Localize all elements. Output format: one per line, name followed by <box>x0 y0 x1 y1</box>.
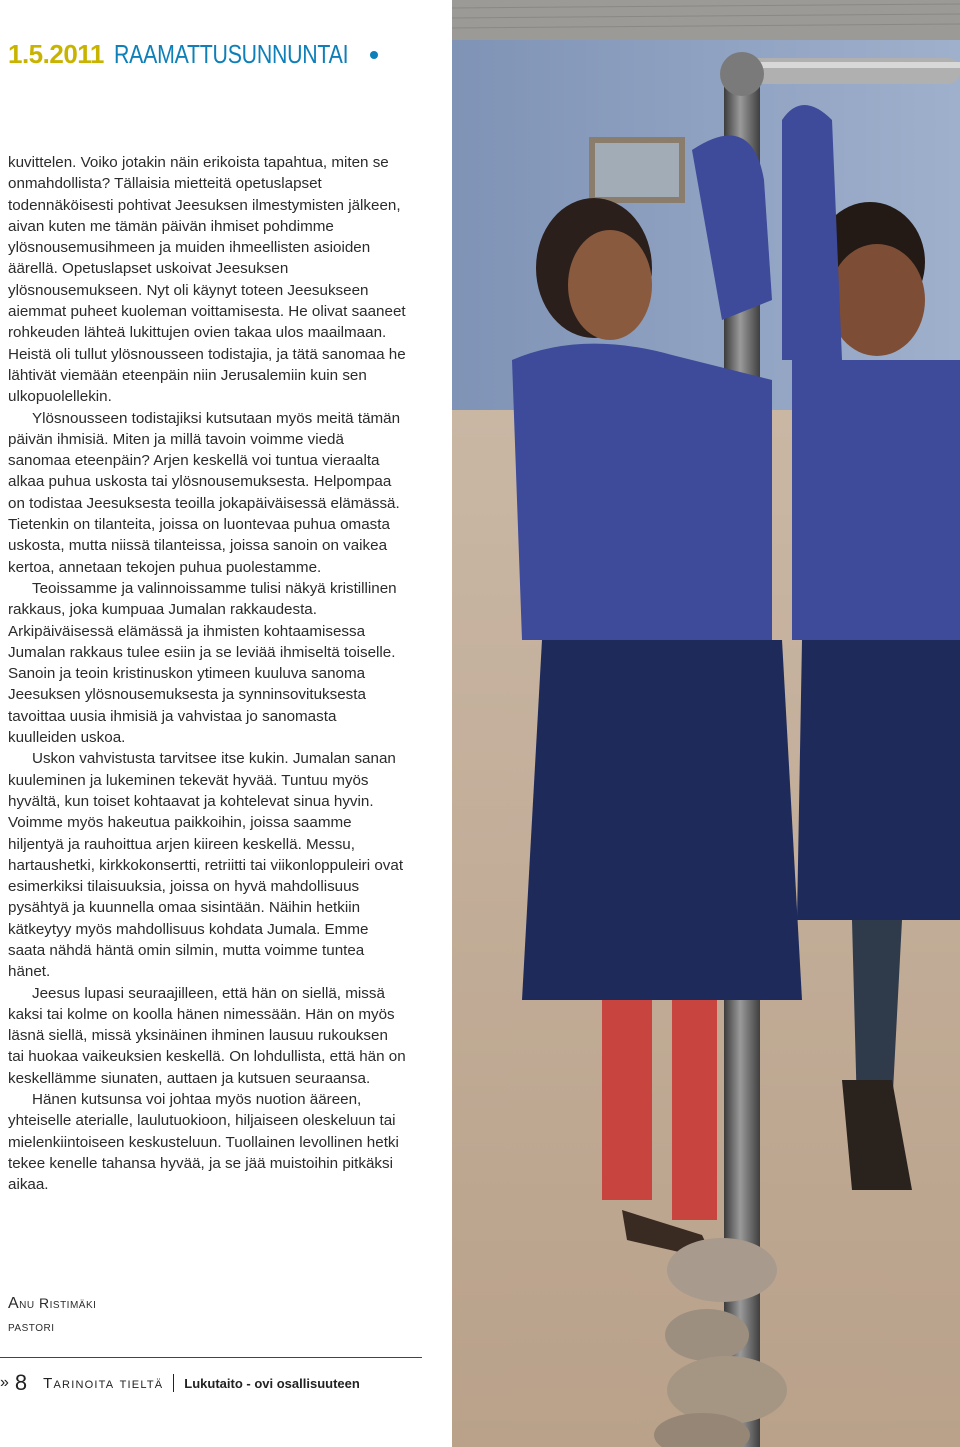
header-date: 1.5.2011 <box>8 38 104 69</box>
article-paragraph: Hänen kutsunsa voi johtaa myös nuotion ääreen, yhteiselle aterialle, laulutuokioon, hiljaiseen oleskeluun tai mielenkiintoiseen keskusteluun. Tuollainen levollinen hetki tekee kenelle tahansa hyvää, ja se jää muistoihin pitkäksi aikaa. <box>8 1091 399 1194</box>
footer-divider <box>0 1357 422 1358</box>
article-paragraph: Uskon vahvistusta tarvitsee itse kukin. Jumalan sanan kuuleminen ja lukeminen tekevät hyvää. Tuntuu myös hyvältä, kun toiset kohtaavat ja kohtelevat sinua hyvin. Voimme myös hakeutua paikkoihin, joissa saamme hiljentyä ja rauhoittua arjen kiireen keskellä. Messu, hartaushetki, kirkkokonsertti, retriitti tai viikonloppuleiri ovat esimerkiksi tilaisuuksia, joissa on hyvä mahdollisuus pysähtyä ja kuunnella omaa sisintään. Näihin hetkiin kätkeytyy myös mahdollisuus kohdata Jumala. Emme saata nähdä häntä omin silmin, mutta voimme tuntea hänet. <box>8 750 404 981</box>
header-bullet-icon <box>370 51 378 59</box>
article-paragraph: Teoissamme ja valinnoissamme tulisi näkyä kristillinen rakkaus, joka kumpuaa Jumalan rakkaudesta. Arkipäiväisessä elämässä ja ihmisten kohtaamisessa Jumalan rakkaus tulee esiin ja se leviää ihmiseltä toiselle. Sanoin ja teoin kristinuskon ytimeen kuuluva sanoma Jeesuksen ylösnousemuksesta ja synninsovituksesta tavoittaa uusia ihmisiä ja vahvistaa jo sanomasta kuulleiden uskoa. <box>8 579 397 747</box>
author-role: pastori <box>8 1318 55 1334</box>
page-number: 8 <box>14 1370 28 1395</box>
author-name: Anu Ristimäki <box>8 1295 97 1312</box>
page-header <box>8 34 378 74</box>
article-paragraph: kuvittelen. Voiko jotakin näin erikoista tapahtua, miten se onmahdollista? Tällaisia mietteitä opetuslapset todennäköisesti pohtivat Jeesuksen ilmestymisten jälkeen, aivan kuten me tämän päivän ihmiset pohdimme ylösnousemusihmeen ja muiden ihmeellisten asioiden äärellä. Opetuslapset uskoivat Jeesuksen ylösnousemukseen. Nyt oli käynyt toteen Jeesukseen aiemmat puheet kuoleman voittamisesta. He olivat saaneet rohkeuden lähteä lukittujen ovien takaa ulos maailmaan. Heistä oli tullut ylösnousseen todistajia, ja tätä sanomaa he lähtivät viemään eteenpäin niin Jerusalemiin kuin sen ulkopuolellekin. <box>8 154 406 406</box>
magazine-name: Tarinoita tieltä <box>43 1374 164 1392</box>
footer-separator <box>173 1374 174 1392</box>
photo-girls-on-pole <box>452 0 960 1447</box>
footer-arrow-icon: » <box>0 1374 9 1391</box>
article-paragraph: Jeesus lupasi seuraajilleen, että hän on siellä, missä kaksi tai kolme on koolla hänen nimessään. Hän on myös läsnä siellä, missä yksinäinen ihminen lausuu rukouksen tai huokaa vaikeuksien keskellä. On lohdullista, että hän on keskellämme siunaten, auttaen ja kutsuen seuraansa. <box>8 984 406 1087</box>
page-footer <box>0 1368 360 1398</box>
header-title: RAAMATTUSUNNUNTAI <box>113 38 349 69</box>
article-paragraph: Ylösnousseen todistajiksi kutsutaan myös meitä tämän päivän ihmisiä. Miten ja millä tavoin voimme viedä sanomaa eteenpäin? Arjen keskellä voi tuntua vieraalta alkaa puhua uskosta tai ylösnousemuksesta. Helpompaa on todistaa Jeesuksesta teoilla jokapäiväisessä elämässä. Tietenkin on tilanteita, joissa on luontevaa puhua omasta uskosta, mutta niissä tilanteissa, joissa sanoin on vaikea kertoa, annetaan tekojen puhua puolestamme. <box>8 409 401 576</box>
article-body <box>8 152 408 1196</box>
author-signature <box>8 1292 96 1337</box>
section-name: Lukutaito - ovi osallisuuteen <box>184 1375 360 1391</box>
